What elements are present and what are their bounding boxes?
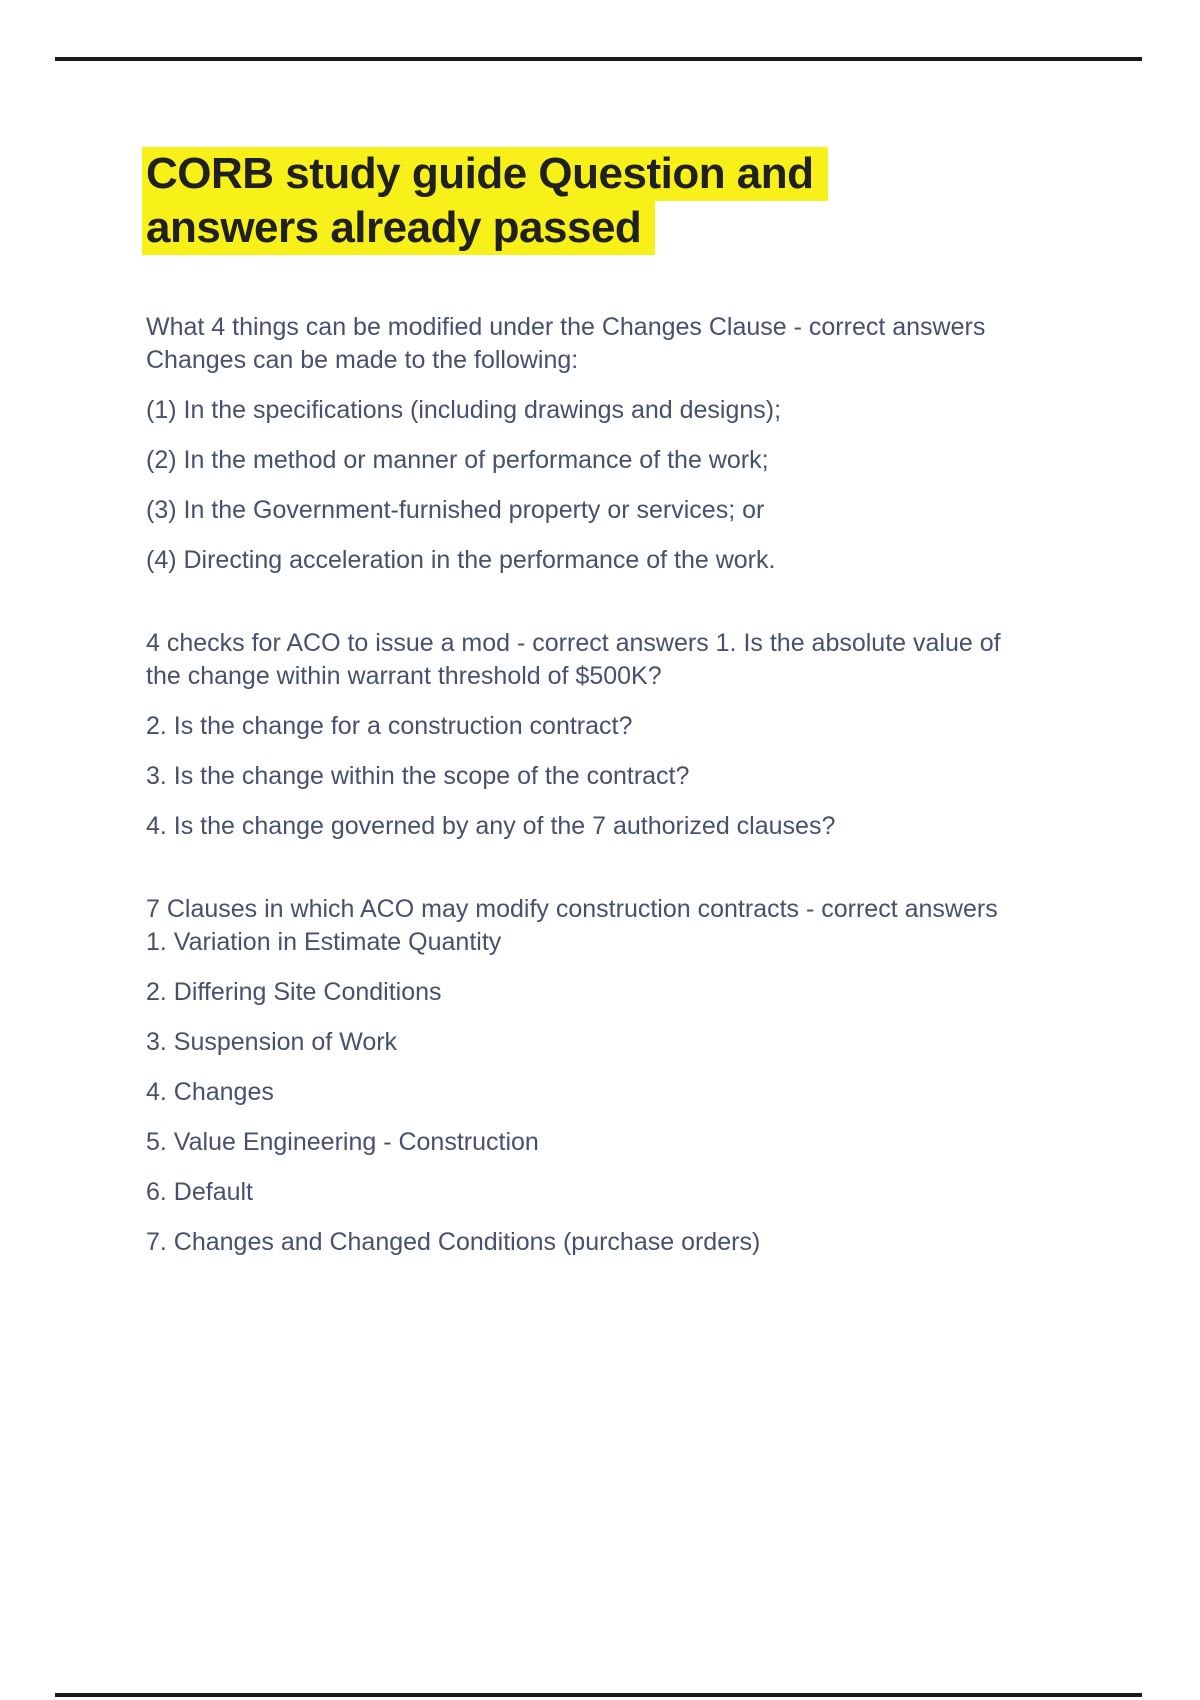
text-line: (3) In the Government-furnished property or services; or [146,496,765,524]
qa-paragraph [146,710,1106,743]
title-line-1: CORB study guide Question and [142,147,828,201]
text-line: 3. Is the change within the scope of the contract? [146,762,690,790]
qa-paragraph [146,1226,1106,1259]
qa-paragraph [146,394,1106,427]
qa-paragraph [146,311,1106,377]
qa-paragraph [146,627,1106,693]
document-content [146,147,1106,1309]
text-line: 5. Value Engineering - Construction [146,1128,539,1156]
text-line: 2. Differing Site Conditions [146,978,442,1006]
qa-paragraph [146,1176,1106,1209]
qa-paragraph [146,976,1106,1009]
qa-paragraph [146,494,1106,527]
text-line: 1. Variation in Estimate Quantity [146,928,502,956]
qa-block [146,893,1106,1259]
text-line: 3. Suspension of Work [146,1028,398,1056]
page-title [146,147,1106,255]
text-line: 4. Changes [146,1078,274,1106]
text-line: the change within warrant threshold of $500K? [146,662,662,690]
footer-rule [55,1693,1142,1697]
text-line: 6. Default [146,1178,254,1206]
qa-body [146,311,1106,1259]
qa-block [146,311,1106,577]
text-line: 7. Changes and Changed Conditions (purchase orders) [146,1228,761,1256]
text-line: 7 Clauses in which ACO may modify construction contracts - correct answers [146,895,998,923]
text-line: (1) In the specifications (including drawings and designs); [146,396,782,424]
qa-paragraph [146,810,1106,843]
qa-paragraph [146,760,1106,793]
text-line: 4. Is the change governed by any of the 7 authorized clauses? [146,812,836,840]
qa-paragraph [146,1126,1106,1159]
header-rule [55,57,1142,61]
text-line: Changes can be made to the following: [146,346,579,374]
qa-block [146,627,1106,843]
qa-paragraph [146,544,1106,577]
text-line: 4 checks for ACO to issue a mod - correct answers 1. Is the absolute value of [146,629,1001,657]
text-line: 2. Is the change for a construction contract? [146,712,633,740]
qa-paragraph [146,1026,1106,1059]
text-line: (2) In the method or manner of performance of the work; [146,446,769,474]
qa-paragraph [146,1076,1106,1109]
text-line: (4) Directing acceleration in the performance of the work. [146,546,776,574]
title-line-2: answers already passed [142,201,655,255]
text-line: What 4 things can be modified under the Changes Clause - correct answers [146,313,986,341]
qa-paragraph [146,893,1106,959]
qa-paragraph [146,444,1106,477]
